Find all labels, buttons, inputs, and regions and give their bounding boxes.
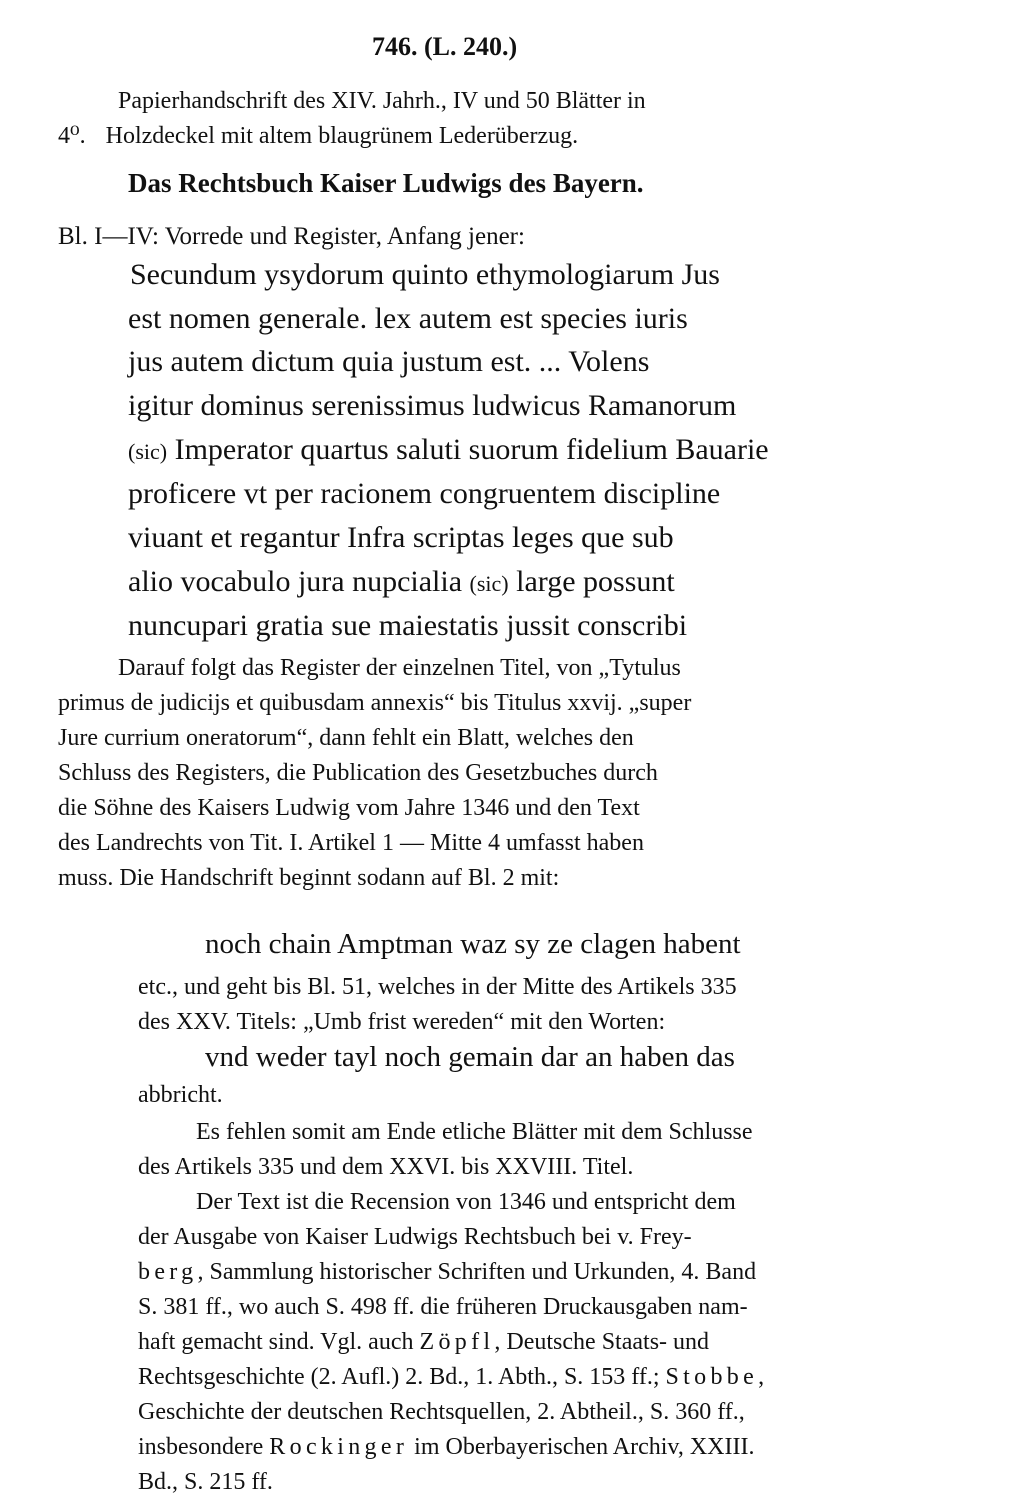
latin-quote-line-4: igitur dominus serenissimus ludwicus Ramanorum	[128, 389, 737, 422]
latin-quote-text: large possunt	[516, 565, 675, 598]
citation-text: im Oberbayerischen Archiv, XXIII.	[414, 1434, 755, 1460]
citation-text: ,	[758, 1364, 765, 1390]
text-line-2: der Ausgabe von Kaiser Ludwigs Rechtsbuch bei v. Frey-	[138, 1224, 692, 1250]
text-line-9: Bd., S. 215 ff.	[138, 1469, 273, 1495]
text-line-4: S. 381 ff., wo auch S. 498 ff. die früheren Druckausgaben nam-	[138, 1294, 748, 1320]
text-line-1: Der Text ist die Recension von 1346 und entspricht dem	[196, 1189, 736, 1215]
sic-note: (sic)	[128, 439, 168, 464]
leaves-intro: Bl. I—IV: Vorrede und Register, Anfang jener:	[58, 223, 525, 250]
latin-quote-line-6: proficere vt per racionem congruentem discipline	[128, 477, 721, 510]
register-line-3: Jure currium oneratorum“, dann fehlt ein Blatt, welches den	[58, 725, 634, 751]
sic-note: (sic)	[469, 571, 509, 596]
register-line-1: Darauf folgt das Register der einzelnen Titel, von „Tytulus	[118, 655, 681, 681]
missing-line-2: des Artikels 335 und dem XXVI. bis XXVIII. Titel.	[138, 1154, 634, 1180]
author-name: berg	[138, 1259, 198, 1285]
description-line-1	[118, 89, 858, 113]
citation-text: , Deutsche Staats- und	[494, 1329, 710, 1355]
latin-quote-line-5	[128, 435, 769, 465]
latin-quote-text: Imperator quartus saluti suorum fidelium Bauarie	[174, 433, 769, 466]
author-name: Zöpfl	[419, 1329, 495, 1355]
text-line-5	[138, 1330, 709, 1354]
citation-text: , Sammlung historischer Schriften und Urkunden, 4. Band	[197, 1259, 757, 1285]
author-name: Rockinger	[269, 1434, 409, 1460]
text-line-7: Geschichte der deutschen Rechtsquellen, 2. Abtheil., S. 360 ff.,	[138, 1399, 745, 1425]
continuation-line-1: etc., und geht bis Bl. 51, welches in der Mitte des Artikels 335	[138, 974, 737, 1000]
latin-quote-text: alio vocabulo jura nupcialia	[128, 565, 463, 598]
citation-text: insbesondere	[138, 1434, 264, 1460]
author-name: Stobbe	[665, 1364, 759, 1390]
text-line-8	[138, 1435, 754, 1459]
register-line-5: die Söhne des Kaisers Ludwig vom Jahre 1346 und den Text	[58, 795, 640, 821]
latin-quote-line-8	[128, 567, 675, 597]
german-quote-2-end: abbricht.	[138, 1082, 223, 1108]
text-line-6	[138, 1365, 764, 1389]
binding-text: Holzdeckel mit altem blaugrünem Lederüberzug.	[105, 123, 579, 149]
register-line-7: muss. Die Handschrift beginnt sodann auf Bl. 2 mit:	[58, 865, 560, 891]
citation-text: haft gemacht sind. Vgl. auch	[138, 1329, 414, 1355]
latin-quote-line-1: Secundum ysydorum quinto ethymologiarum Jus	[130, 258, 720, 291]
missing-line-1: Es fehlen somit am Ende etliche Blätter mit dem Schlusse	[196, 1119, 753, 1145]
latin-quote-line-3: jus autem dictum quia justum est. ... Volens	[128, 345, 650, 378]
german-quote-1: noch chain Amptman waz sy ze clagen habent	[205, 928, 741, 960]
format-label: 4⁰.	[58, 123, 86, 149]
german-quote-2: vnd weder tayl noch gemain dar an haben das	[205, 1041, 735, 1073]
latin-quote-line-9: nuncupari gratia sue maiestatis jussit conscribi	[128, 609, 688, 642]
document-title: Das Rechtsbuch Kaiser Ludwigs des Bayern.	[128, 168, 644, 198]
latin-quote-line-2: est nomen generale. lex autem est species iuris	[128, 302, 688, 335]
register-line-4: Schluss des Registers, die Publication des Gesetzbuches durch	[58, 760, 658, 786]
description-line-2	[58, 124, 858, 148]
latin-quote-line-7: viuant et regantur Infra scriptas leges que sub	[128, 521, 674, 554]
continuation-line-2: des XXV. Titels: „Umb frist wereden“ mit den Worten:	[138, 1009, 666, 1035]
page-header: 746. (L. 240.)	[372, 32, 518, 61]
text-line-3	[138, 1260, 756, 1284]
register-line-6: des Landrechts von Tit. I. Artikel 1 — Mitte 4 umfasst haben	[58, 830, 644, 856]
register-line-2: primus de judicijs et quibusdam annexis“ bis Titulus xxvij. „super	[58, 690, 692, 716]
description-text: Papierhandschrift des XIV. Jahrh., IV und 50 Blätter in	[118, 88, 646, 114]
citation-text: Rechtsgeschichte (2. Aufl.) 2. Bd., 1. Abth., S. 153 ff.;	[138, 1364, 660, 1390]
